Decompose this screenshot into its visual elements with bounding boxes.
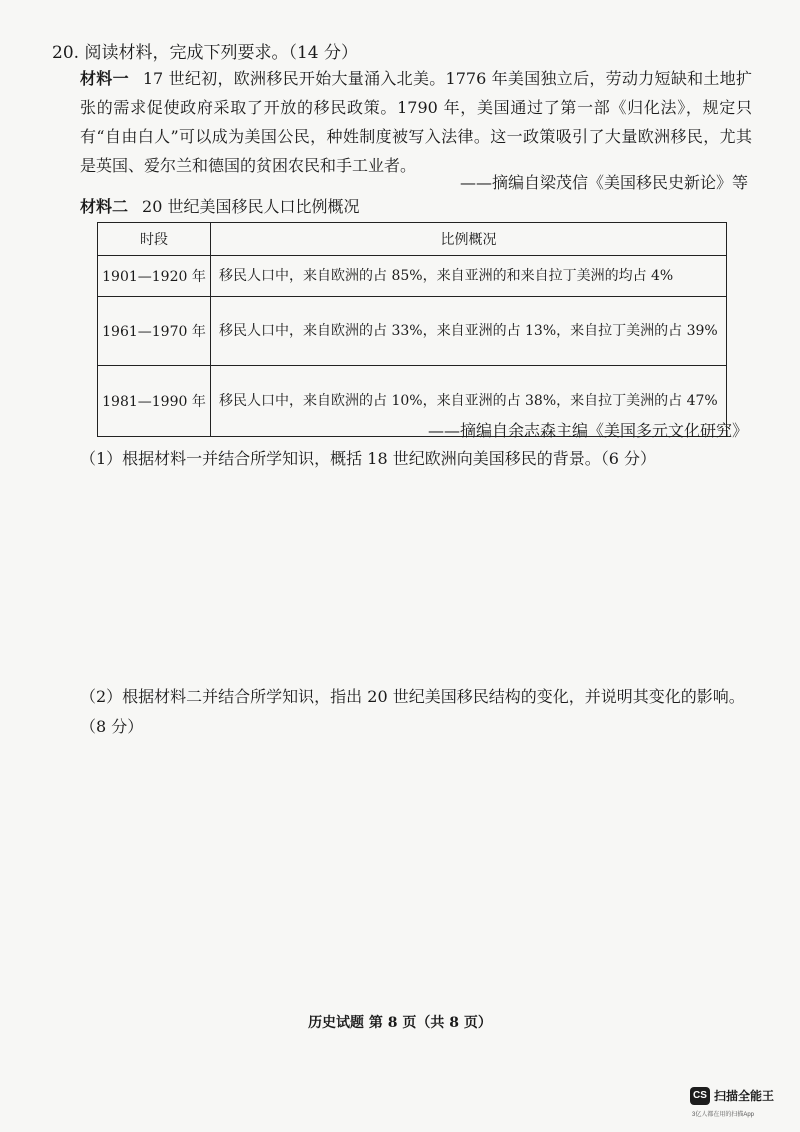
question-title: 20. 阅读材料，完成下列要求。（14 分）	[52, 43, 358, 63]
page-footer: 历史试题 第 8 页（共 8 页）	[308, 1015, 492, 1031]
material-2-label: 材料二	[80, 197, 129, 216]
material-1-label: 材料一	[80, 69, 129, 88]
table-row	[98, 256, 727, 297]
material-2-title: 20 世纪美国移民人口比例概况	[142, 197, 360, 216]
material-1	[80, 64, 752, 180]
table-header-row	[98, 223, 727, 256]
watermark-tagline: 3亿人都在用的扫描App	[692, 1112, 755, 1118]
camscanner-logo-icon: CS	[690, 1087, 710, 1105]
material-1-source: ——摘编自梁茂信《美国移民史新论》等	[459, 173, 748, 192]
table-header-summary: 比例概况	[211, 223, 727, 256]
subquestion-1: （1）根据材料一并结合所学知识，概括 18 世纪欧洲向美国移民的背景。（6 分）	[80, 449, 656, 468]
table-cell-desc: 移民人口中，来自欧洲的占 33%，来自亚洲的占 13%，来自拉丁美洲的占 39%	[211, 297, 727, 366]
table-row	[98, 297, 727, 366]
immigration-table	[97, 222, 727, 437]
material-2-heading	[80, 194, 359, 217]
material-2-source: ——摘编自余志森主编《美国多元文化研究》	[427, 421, 748, 440]
material-1-text: 17 世纪初，欧洲移民开始大量涌入北美。1776 年美国独立后，劳动力短缺和土地扩张的需求促使政府采取了开放的移民政策。1790 年，美国通过了第一部《归化法》，规定只有“自由白人”可以成为美国公民，种姓制度被写入法律。这一政策吸引了大量欧洲移民，尤其是英国、爱尔兰和德国的贫困农民和手工业者。	[80, 69, 752, 175]
table-header-period: 时段	[98, 223, 211, 256]
table-cell-period: 1981—1990 年	[98, 366, 211, 437]
watermark-name: 扫描全能王	[714, 1089, 775, 1103]
table-cell-period: 1901—1920 年	[98, 256, 211, 297]
table-cell-period: 1961—1970 年	[98, 297, 211, 366]
table-cell-desc: 移民人口中，来自欧洲的占 10%，来自亚洲的占 38%，来自拉丁美洲的占 47%	[211, 366, 727, 437]
scanner-watermark	[690, 1087, 790, 1127]
subquestion-2: （2）根据材料二并结合所学知识，指出 20 世纪美国移民结构的变化，并说明其变化的影响。（8 分）	[80, 687, 745, 736]
table-cell-desc: 移民人口中，来自欧洲的占 85%，来自亚洲的和来自拉丁美洲的均占 4%	[211, 256, 727, 297]
